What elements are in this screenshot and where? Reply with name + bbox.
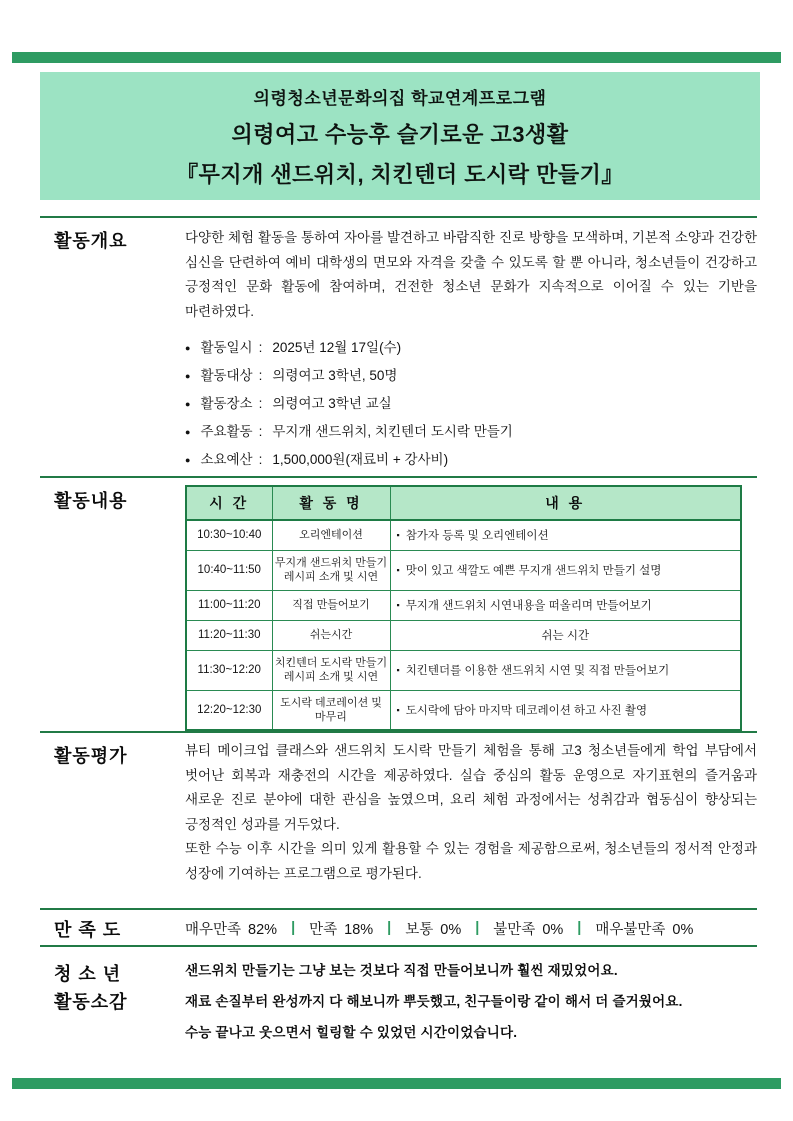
section-evaluation-title: 활동평가 xyxy=(54,746,128,766)
cell-time: 10:40~11:50 xyxy=(186,550,272,590)
section-overview-label-col xyxy=(40,218,185,476)
reflection-lines xyxy=(185,947,757,1048)
section-reflection-title: 청 소 년 활동소감 xyxy=(54,963,128,1012)
section-reflection-label-col xyxy=(40,947,185,1057)
evaluation-paragraph-1: 뷰티 메이크업 클래스와 샌드위치 도시락 만들기 체험을 통해 고3 청소년들에게 학업 부담에서 벗어난 회복과 재충전의 시간을 제공하였다. 실습 중심의 활동 운영으로 자기표현의 즐거움과 새로운 진로 분야에 대한 관심을 높였으며, 요리 체험 과정에서는 성취감과 협동심이 향상되는 긍정적인 성과를 거두었다. xyxy=(185,743,757,832)
section-content-body xyxy=(185,478,757,731)
section-content-title: 활동내용 xyxy=(54,491,128,511)
divider: | xyxy=(475,920,480,936)
section-satisfaction-title: 만 족 도 xyxy=(54,920,122,940)
bullet-separator: : xyxy=(258,396,263,411)
cell-activity: 직접 만들어보기 xyxy=(272,590,390,620)
section-overview-body xyxy=(185,218,757,476)
bullet-value: 의령여고 3학년, 50명 xyxy=(272,368,398,383)
section-content-label-col xyxy=(40,478,185,731)
section-satisfaction xyxy=(40,908,757,947)
section-overview xyxy=(40,216,757,476)
satisfaction-row xyxy=(185,910,757,944)
bullet-separator: : xyxy=(258,424,263,439)
list-item xyxy=(185,336,757,364)
cell-content: ▪ 도시락에 담아 마지막 데코레이션 하고 사진 촬영 xyxy=(390,690,741,730)
section-satisfaction-label-col xyxy=(40,910,185,945)
divider: | xyxy=(577,920,582,936)
cell-activity: 치킨텐더 도시락 만들기 레시피 소개 및 시연 xyxy=(272,650,390,690)
overview-paragraph: 다양한 체험 활동을 통하여 자아를 발견하고 바람직한 진로 방향을 모색하며, 기본적 소양과 건강한 심신을 단련하여 예비 대학생의 면모와 자격을 갖출 수 있도록 할 뿐 아니라, 청소년들이 건강하고 긍정적인 문화 활동에 참여하며, 건전한 청소년 문화가 지속적으로 이어질 수 있는 기반을 마련하였다. xyxy=(185,230,757,319)
bullet-square-icon: ▪ xyxy=(396,704,400,715)
program-subtitle: 『무지개 샌드위치, 치킨텐더 도시락 만들기』 xyxy=(176,161,624,187)
program-category: 의령청소년문화의집 학교연계프로그램 xyxy=(253,88,547,108)
cell-time: 10:30~10:40 xyxy=(186,520,272,550)
cell-content: ▪ 치킨텐더를 이용한 샌드위치 시연 및 직접 만들어보기 xyxy=(390,650,741,690)
overview-bullet-list xyxy=(185,336,757,476)
bullet-label: 활동장소 xyxy=(200,396,253,411)
header-activity: 활 동 명 xyxy=(272,486,390,520)
section-evaluation-body xyxy=(185,733,757,908)
section-reflection xyxy=(40,947,757,1057)
bullet-label: 활동대상 xyxy=(200,368,253,383)
table-header-row xyxy=(186,486,741,520)
bullet-circle-icon: ● xyxy=(185,455,191,465)
bullet-square-icon: ▪ xyxy=(396,600,400,610)
bullet-circle-icon: ● xyxy=(185,371,191,381)
list-item xyxy=(185,392,757,420)
header-time: 시 간 xyxy=(186,486,272,520)
satisfaction-item: 불만족 0% xyxy=(493,921,564,938)
table-row xyxy=(186,550,741,590)
bullet-label: 주요활동 xyxy=(200,424,253,439)
section-satisfaction-body xyxy=(185,910,757,945)
cell-content: ▪ 무지개 샌드위치 시연내용을 떠올리며 만들어보기 xyxy=(390,590,741,620)
bullet-square-icon: ▪ xyxy=(396,665,400,675)
section-evaluation xyxy=(40,731,757,908)
list-item xyxy=(185,420,757,448)
table-row xyxy=(186,590,741,620)
cell-content: 쉬는 시간 xyxy=(390,620,741,650)
table-row xyxy=(186,650,741,690)
bullet-value: 2025년 12월 17일(수) xyxy=(272,340,402,355)
section-content xyxy=(40,476,757,731)
divider: | xyxy=(291,920,296,936)
list-item xyxy=(185,448,757,476)
section-evaluation-label-col xyxy=(40,733,185,908)
cell-activity: 오리엔테이션 xyxy=(272,520,390,550)
reflection-line: 수능 끝나고 웃으면서 힐링할 수 있었던 시간이었습니다. xyxy=(185,1024,518,1040)
bullet-value: 의령여고 3학년 교실 xyxy=(272,396,392,411)
section-overview-title: 활동개요 xyxy=(54,231,128,251)
list-item xyxy=(185,364,757,392)
bullet-value: 무지개 샌드위치, 치킨텐더 도시락 만들기 xyxy=(272,424,513,439)
cell-time: 12:20~12:30 xyxy=(186,690,272,730)
bullet-separator: : xyxy=(258,340,263,355)
bullet-square-icon: ▪ xyxy=(396,530,400,541)
bullet-separator: : xyxy=(258,452,263,467)
cell-time: 11:20~11:30 xyxy=(186,620,272,650)
bottom-accent-bar xyxy=(12,1078,781,1089)
program-title: 의령여고 수능후 슬기로운 고3생활 xyxy=(231,121,569,147)
satisfaction-item: 매우만족 82% xyxy=(185,921,278,938)
cell-time: 11:00~11:20 xyxy=(186,590,272,620)
cell-activity: 무지개 샌드위치 만들기 레시피 소개 및 시연 xyxy=(272,550,390,590)
bullet-label: 활동일시 xyxy=(200,340,253,355)
evaluation-paragraph-2: 또한 수능 이후 시간을 의미 있게 활용할 수 있는 경험을 제공함으로써, 청소년들의 정서적 안정과 성장에 기여하는 프로그램으로 평가된다. xyxy=(185,841,757,881)
bullet-square-icon: ▪ xyxy=(396,565,400,575)
satisfaction-item: 보통 0% xyxy=(405,921,462,938)
top-accent-bar xyxy=(12,52,781,63)
bullet-circle-icon: ● xyxy=(185,343,191,353)
bullet-circle-icon: ● xyxy=(185,427,191,437)
table-row xyxy=(186,520,741,550)
table-row xyxy=(186,620,741,650)
reflection-line: 샌드위치 만들기는 그냥 보는 것보다 직접 만들어보니까 훨씬 재밌었어요. xyxy=(185,962,618,978)
bullet-label: 소요예산 xyxy=(200,452,253,467)
bullet-value: 1,500,000원(재료비 + 강사비) xyxy=(272,452,449,467)
title-box xyxy=(40,72,760,200)
cell-time: 11:30~12:20 xyxy=(186,650,272,690)
divider: | xyxy=(387,920,392,936)
bullet-separator: : xyxy=(258,368,263,383)
section-reflection-body xyxy=(185,947,757,1057)
reflection-line: 재료 손질부터 완성까지 다 해보니까 뿌듯했고, 친구들이랑 같이 해서 더 즐거웠어요. xyxy=(185,993,683,1009)
table-row xyxy=(186,690,741,730)
cell-content: ▪ 맛이 있고 색깔도 예쁜 무지개 샌드위치 만들기 설명 xyxy=(390,550,741,590)
satisfaction-item: 만족 18% xyxy=(309,921,374,938)
bullet-circle-icon: ● xyxy=(185,399,191,409)
header-content: 내 용 xyxy=(390,486,741,520)
cell-activity: 쉬는시간 xyxy=(272,620,390,650)
satisfaction-item: 매우불만족 0% xyxy=(595,921,694,938)
cell-content: ▪ 참가자 등록 및 오리엔테이션 xyxy=(390,520,741,550)
schedule-table xyxy=(185,485,742,731)
cell-activity: 도시락 데코레이션 및 마무리 xyxy=(272,690,390,730)
